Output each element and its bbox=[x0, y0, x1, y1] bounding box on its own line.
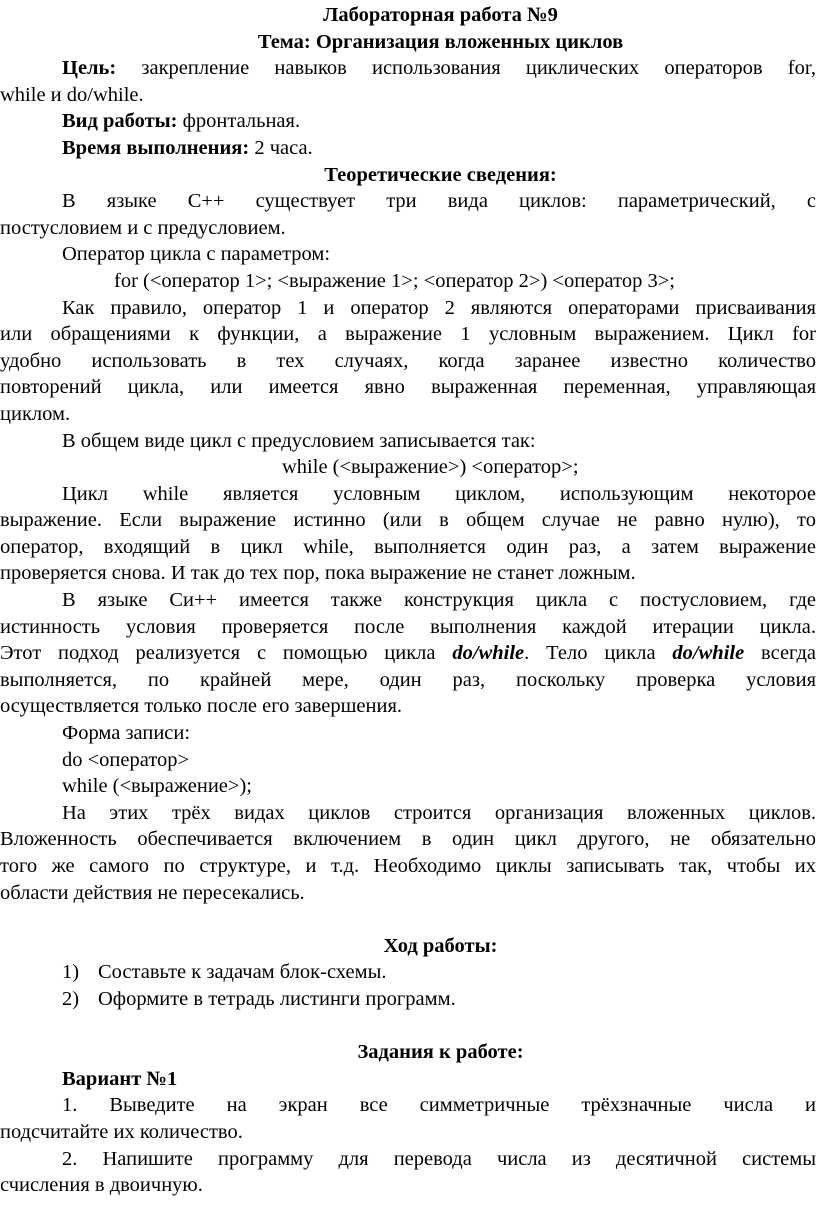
theory-p2: Оператор цикла с параметром: bbox=[62, 243, 331, 266]
time-line bbox=[0, 135, 816, 162]
goal-line-2: while и do/while. bbox=[0, 83, 144, 106]
theory-p8-line-2: Вложенность обеспечивается включением в один цикл другого, не обязательно bbox=[0, 828, 816, 851]
do-line: do <оператор> bbox=[62, 748, 190, 771]
theory-p1-line-2: постусловием и с предусловием. bbox=[0, 216, 286, 239]
p6-l3-c: . Тело цикла bbox=[524, 642, 673, 665]
theory-p8-line-3: того же самого по структуре, и т.д. Необходимо циклы записывать так, чтобы их bbox=[0, 855, 816, 877]
while-syntax: while (<выражение>) <оператор>; bbox=[282, 456, 579, 479]
theory-p3-line-3: удобно использовать в тех случаях, когда заранее известно количество bbox=[0, 349, 816, 372]
theory-p5-line-1: Цикл while является условным циклом, использующим некоторое bbox=[62, 482, 816, 505]
list-item-text: Оформите в тетрадь листинги программ. bbox=[98, 987, 456, 1010]
time-value: 2 часа. bbox=[249, 136, 313, 159]
goal-text-1: закрепление навыков использования циклических операторов for, bbox=[116, 57, 816, 80]
variant-title: Вариант №1 bbox=[62, 1067, 178, 1090]
theory-p6-line-4: выполняется, по крайней мере, один раз, поскольку проверка условия bbox=[0, 668, 816, 691]
theory-p4: В общем виде цикл с предусловием записывается так: bbox=[62, 429, 536, 452]
list-item-text: Составьте к задачам блок-схемы. bbox=[98, 961, 387, 984]
goal-label: Цель: bbox=[62, 57, 117, 80]
theory-p3-line-5: циклом. bbox=[0, 402, 71, 425]
time-label: Время выполнения: bbox=[62, 136, 250, 159]
theory-p5-line-4: проверяется снова. И так до тех пор, пока выражение не станет ложным. bbox=[0, 562, 636, 585]
theory-p8-line-1: На этих трёх видах циклов строится организация вложенных циклов. bbox=[62, 801, 816, 824]
task-1-line-1: 1. Выведите на экран все симметричные трёхзначные числа и bbox=[62, 1094, 816, 1117]
lab-title: Лабораторная работа №9 bbox=[323, 4, 558, 26]
theory-p6-line-2: истинность условия проверяется после выполнения каждой итерации цикла. bbox=[0, 615, 816, 638]
theory-p1-line-1: В языке C++ существует три вида циклов: параметрический, с bbox=[62, 190, 816, 213]
p6-l3-a: Этот подход реализуется с помощью цикла bbox=[0, 642, 453, 665]
work-type-label: Вид работы: bbox=[62, 110, 178, 133]
theory-p7: Форма записи: bbox=[62, 722, 191, 745]
task-1-line-2: подсчитайте их количество. bbox=[0, 1120, 243, 1143]
do-while-term-2: do/while bbox=[672, 642, 745, 665]
task-2-line-2: счисления в двоичную. bbox=[0, 1174, 203, 1197]
tasks-heading: Задания к работе: bbox=[357, 1041, 524, 1064]
list-item bbox=[0, 986, 816, 1013]
dowhile-line: while (<выражение>); bbox=[62, 775, 252, 798]
theory-p5-line-2: выражение. Если выражение истинно (или в общем случае не равно нулю), то bbox=[0, 509, 816, 532]
work-type-value: фронтальная. bbox=[177, 110, 301, 133]
theory-p5-line-3: оператор, входящий в цикл while, выполняется один раз, а затем выражение bbox=[0, 535, 816, 558]
theory-p6-line-3 bbox=[0, 640, 816, 667]
list-item bbox=[0, 959, 816, 986]
theory-p8-line-4: области действия не пересекались. bbox=[0, 881, 305, 904]
theory-p3-line-4: повторений цикла, или имеется явно выраженная переменная, управляющая bbox=[0, 376, 816, 399]
theory-p6-line-1: В языке Си++ имеется также конструкция цикла с постусловием, где bbox=[62, 589, 816, 612]
p6-l3-e: всегда bbox=[744, 642, 816, 665]
theory-heading: Теоретические сведения: bbox=[324, 163, 557, 186]
progress-heading: Ход работы: bbox=[383, 934, 498, 957]
for-syntax: for (<оператор 1>; <выражение 1>; <оператор 2>) <оператор 3>; bbox=[114, 269, 675, 292]
goal-line-1 bbox=[0, 55, 816, 82]
theory-p3-line-1: Как правило, оператор 1 и оператор 2 являются операторами присваивания bbox=[62, 296, 816, 319]
do-while-term-1: do/while bbox=[452, 642, 525, 665]
theory-p6-line-5: осуществляется только после его завершения. bbox=[0, 695, 403, 718]
list-item-number: 2) bbox=[62, 987, 80, 1010]
task-2-line-1: 2. Напишите программу для перевода числа из десятичной системы bbox=[62, 1147, 816, 1170]
theory-p3-line-2: или обращениями к функции, а выражение 1 условным выражением. Цикл for bbox=[0, 323, 816, 346]
list-item-number: 1) bbox=[62, 961, 80, 984]
work-type-line bbox=[0, 108, 816, 135]
lab-topic: Тема: Организация вложенных циклов bbox=[257, 30, 624, 53]
